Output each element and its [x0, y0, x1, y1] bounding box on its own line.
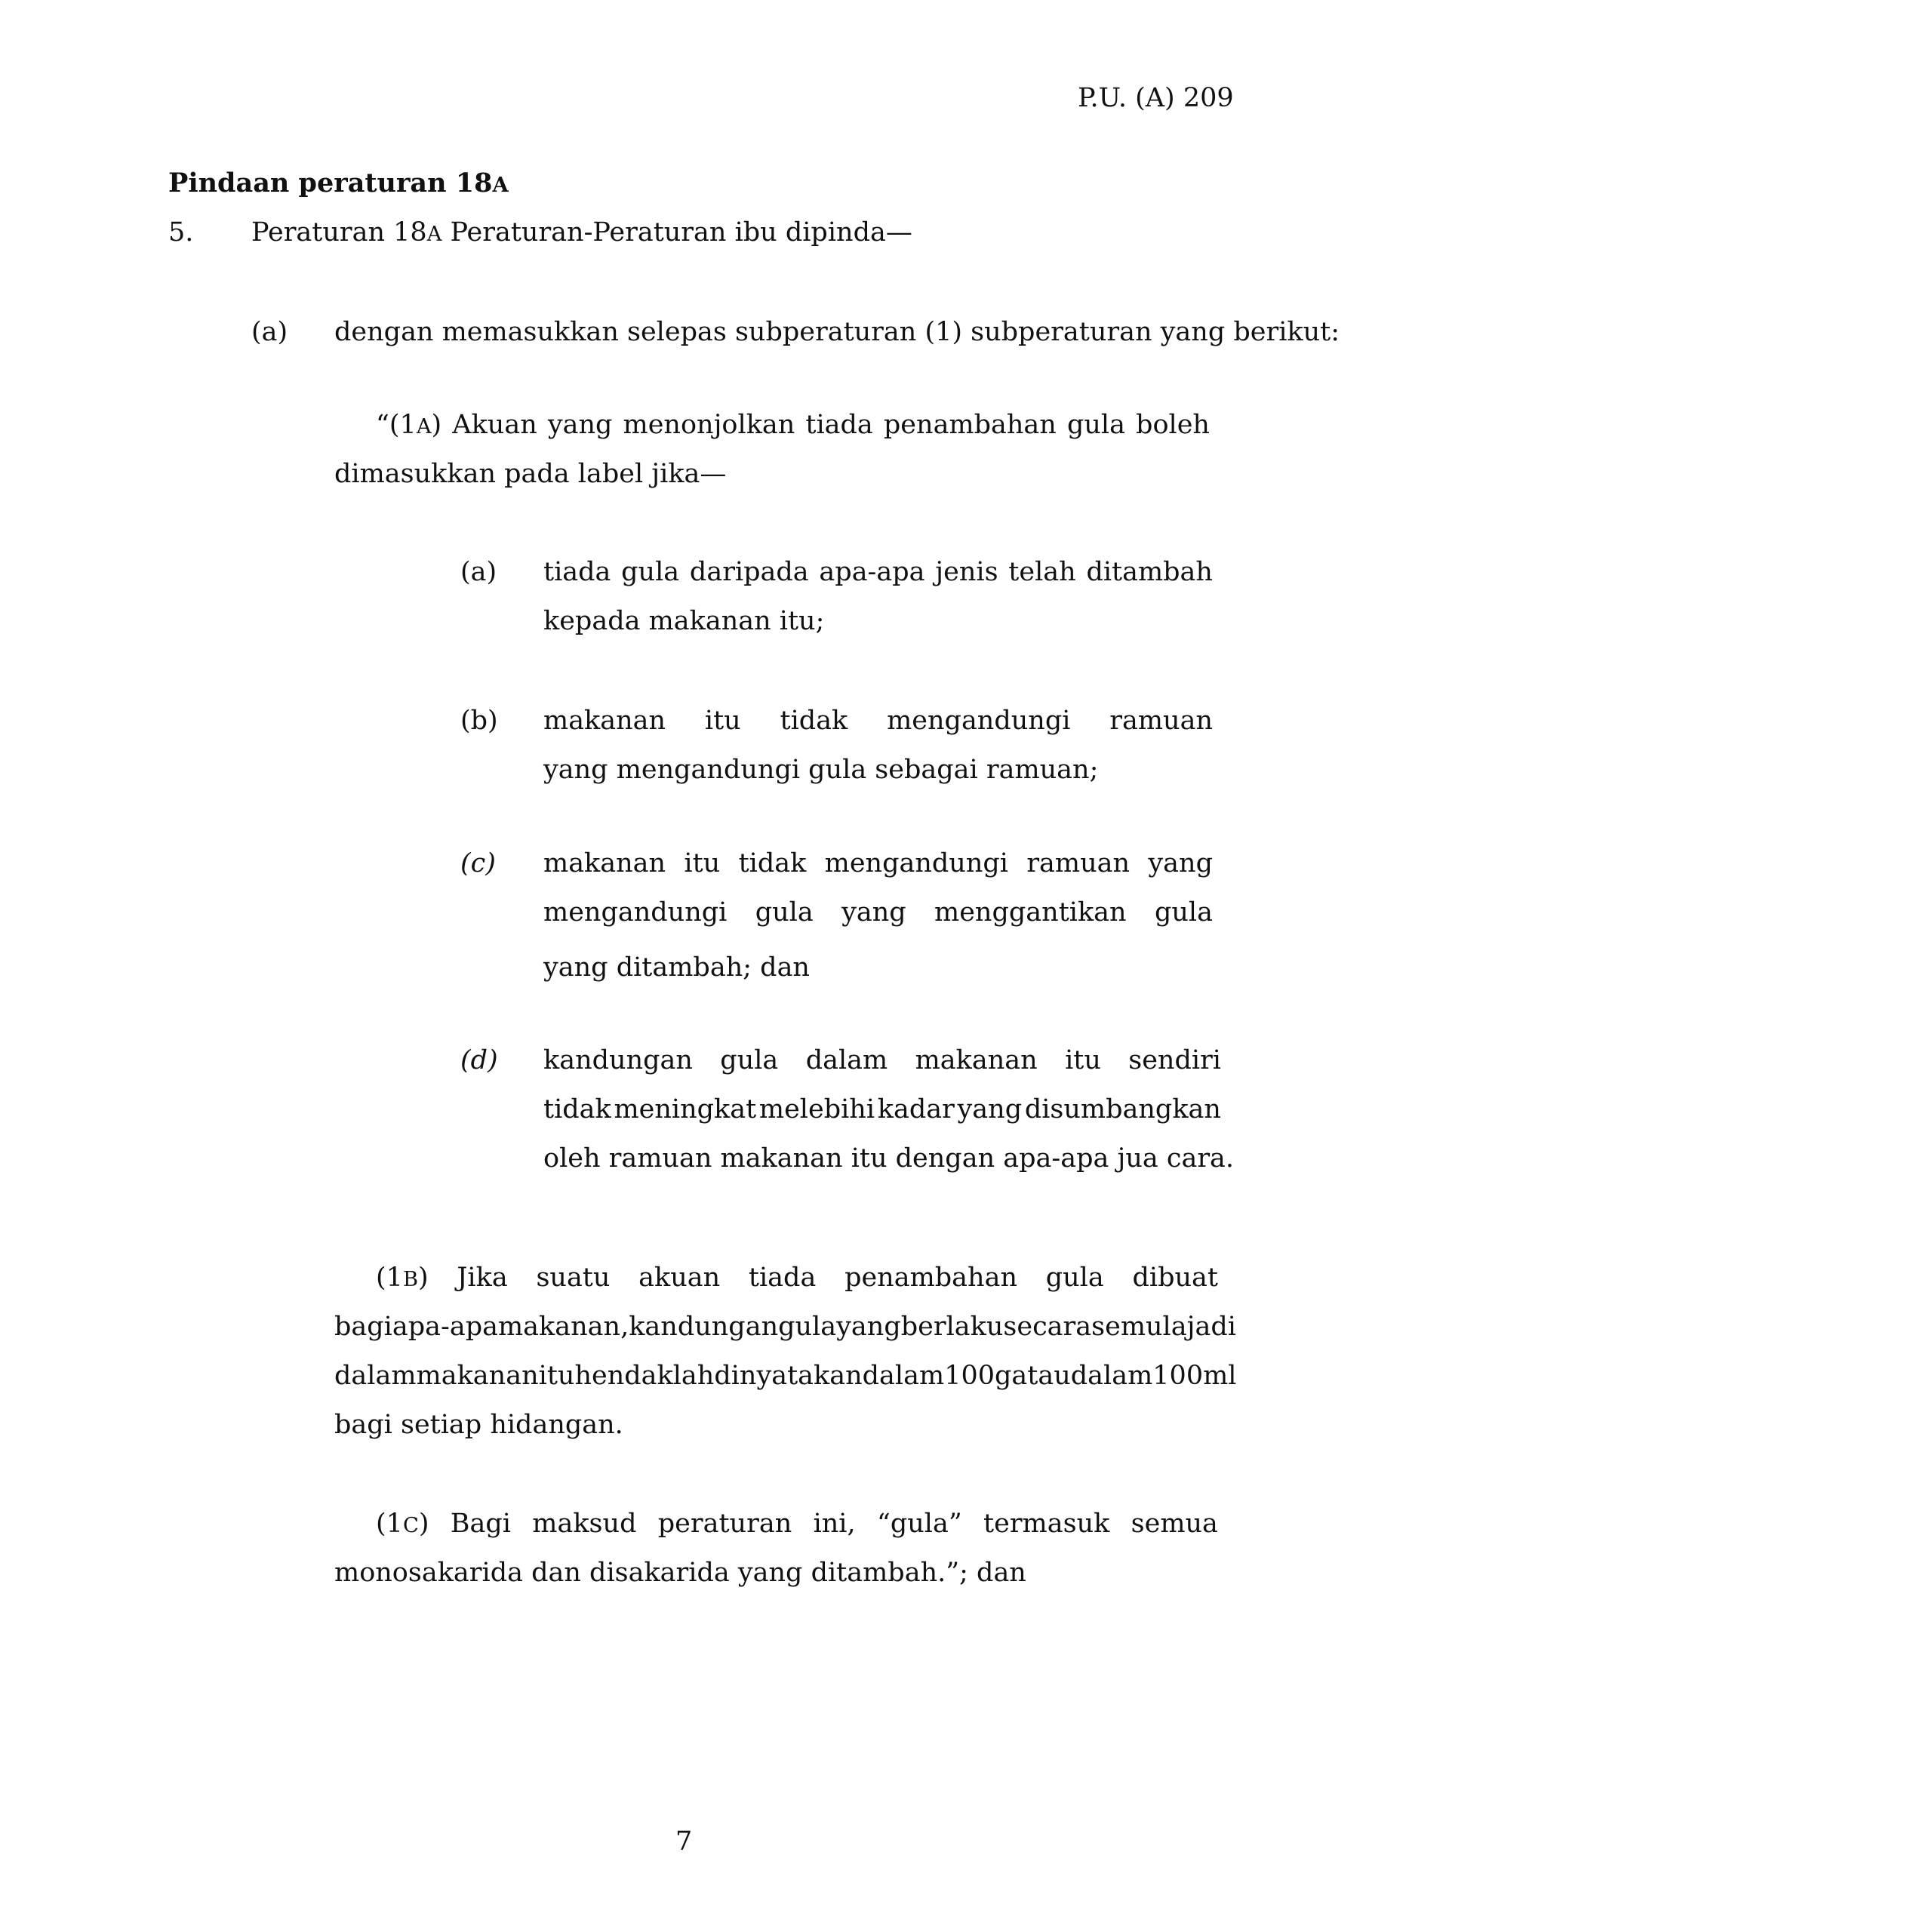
sub1a-number: “(1A) — [376, 410, 442, 440]
paragraph-text: dengan memasukkan selepas subperaturan (1) subperaturan yang berikut: — [334, 317, 1340, 347]
word: gula — [1154, 897, 1213, 928]
sub1c-line-2: monosakarida dan disakarida yang ditambah.”; dan — [334, 1558, 1026, 1588]
word: 100 — [1152, 1361, 1204, 1391]
word: kadar — [877, 1094, 955, 1124]
clause-text-sc: A — [426, 223, 442, 246]
word: yang — [841, 897, 906, 928]
word: 100 — [944, 1361, 995, 1391]
word: “gula” — [876, 1509, 962, 1539]
word: itu — [538, 1361, 575, 1391]
word: mengandungi — [824, 848, 1008, 878]
sub1b-line-1 — [376, 1263, 1218, 1293]
word: tidak — [738, 848, 807, 878]
word: dibuat — [1132, 1263, 1218, 1293]
word: gula — [755, 897, 814, 928]
word: jenis — [935, 557, 998, 587]
word: makanan — [543, 848, 666, 878]
word: Bagi — [450, 1509, 511, 1539]
word: telah — [1008, 557, 1076, 587]
word: Akuan — [452, 410, 537, 440]
word: gula — [1045, 1263, 1104, 1293]
word: penambahan — [883, 410, 1057, 440]
word: gula — [1066, 410, 1125, 440]
word: apa-apa — [819, 557, 925, 587]
clause-text — [251, 217, 912, 248]
item-c-label: (c) — [460, 848, 496, 878]
word: yang — [957, 1094, 1023, 1124]
item-a-label: (a) — [460, 557, 497, 587]
word: meningkat — [614, 1094, 757, 1124]
word: kandungan — [629, 1312, 779, 1342]
item-c-line-1 — [543, 848, 1213, 878]
word: atau — [1011, 1361, 1071, 1391]
item-b-label: (b) — [460, 706, 498, 736]
word: mengandungi — [887, 706, 1071, 736]
word: menggantikan — [934, 897, 1127, 928]
document-reference: P.U. (A) 209 — [1078, 83, 1234, 113]
word: hendaklah — [574, 1361, 715, 1391]
word: semua — [1131, 1509, 1218, 1539]
word: secara — [1003, 1312, 1092, 1342]
word: melebihi — [758, 1094, 875, 1124]
item-d-line-1 — [543, 1045, 1221, 1075]
word: berlaku — [900, 1312, 1004, 1342]
word: dalam — [334, 1361, 417, 1391]
word: itu — [1065, 1045, 1101, 1075]
word: peraturan — [657, 1509, 792, 1539]
word: tiada — [543, 557, 611, 587]
page-number: 7 — [675, 1826, 693, 1857]
word: dalam — [1070, 1361, 1153, 1391]
word: ramuan — [1109, 706, 1213, 736]
word: dinyatakan — [714, 1361, 863, 1391]
item-a-line-1 — [543, 557, 1213, 587]
word: akuan — [638, 1263, 721, 1293]
word: dalam — [805, 1045, 888, 1075]
word: makanan — [543, 706, 666, 736]
item-b-line-1 — [543, 706, 1213, 736]
word: maksud — [532, 1509, 637, 1539]
word: dalam — [862, 1361, 945, 1391]
word: ditambah — [1086, 557, 1213, 587]
word: tiada — [805, 410, 873, 440]
word: g — [995, 1361, 1012, 1391]
word: yang — [547, 410, 613, 440]
word: bagi — [334, 1312, 392, 1342]
sub1b-line-3 — [334, 1361, 1237, 1391]
word: tidak — [543, 1094, 611, 1124]
word: ml — [1203, 1361, 1237, 1391]
item-d-label: (d) — [460, 1045, 498, 1075]
item-a-line-2: kepada makanan itu; — [543, 606, 825, 636]
word: daripada — [689, 557, 809, 587]
word: semula — [1091, 1312, 1187, 1342]
word: disumbangkan — [1024, 1094, 1221, 1124]
sub1a-line-2: dimasukkan pada label jika— — [334, 459, 727, 489]
word: boleh — [1136, 410, 1210, 440]
clause-text-suffix: Peraturan-Peraturan ibu dipinda— — [441, 217, 912, 248]
word: yang — [1148, 848, 1213, 878]
word: menonjolkan — [623, 410, 795, 440]
item-c-line-3: yang ditambah; dan — [543, 952, 810, 983]
word: apa-apa — [392, 1312, 498, 1342]
clause-text-prefix: Peraturan 18 — [251, 217, 427, 248]
word: termasuk — [983, 1509, 1110, 1539]
sub1c-number: (1C) — [376, 1509, 429, 1539]
heading-text: Pindaan peraturan 18 — [168, 168, 493, 198]
clause-number: 5. — [168, 217, 194, 248]
word: Jika — [457, 1263, 508, 1293]
item-d-line-3: oleh ramuan makanan itu dengan apa-apa jua cara. — [543, 1143, 1235, 1174]
item-c-line-2 — [543, 897, 1213, 928]
word: itu — [684, 848, 721, 878]
item-d-line-2 — [543, 1094, 1221, 1124]
word: ramuan — [1026, 848, 1131, 878]
word: mengandungi — [543, 897, 728, 928]
word: suatu — [536, 1263, 611, 1293]
sub1c-line-1 — [376, 1509, 1218, 1539]
section-heading — [168, 168, 509, 198]
sub1b-number: (1B) — [376, 1263, 429, 1293]
word: tiada — [748, 1263, 817, 1293]
word: kandungan — [543, 1045, 693, 1075]
sub1b-line-4: bagi setiap hidangan. — [334, 1410, 623, 1440]
word: makanan — [416, 1361, 539, 1391]
word: makanan — [915, 1045, 1038, 1075]
word: gula — [778, 1312, 837, 1342]
word: gula — [621, 557, 680, 587]
word: tidak — [780, 706, 848, 736]
word: makanan, — [497, 1312, 629, 1342]
word: sendiri — [1128, 1045, 1221, 1075]
word: yang — [836, 1312, 901, 1342]
heading-suffix: A — [492, 173, 509, 197]
word: gula — [720, 1045, 779, 1075]
sub1b-line-2 — [334, 1312, 1236, 1342]
paragraph-label: (a) — [251, 317, 288, 347]
word: itu — [704, 706, 741, 736]
sub1a-line-1 — [376, 410, 1210, 440]
word: jadi — [1186, 1312, 1236, 1342]
word: penambahan — [844, 1263, 1017, 1293]
item-b-line-2: yang mengandungi gula sebagai ramuan; — [543, 755, 1099, 785]
word: ini, — [813, 1509, 856, 1539]
